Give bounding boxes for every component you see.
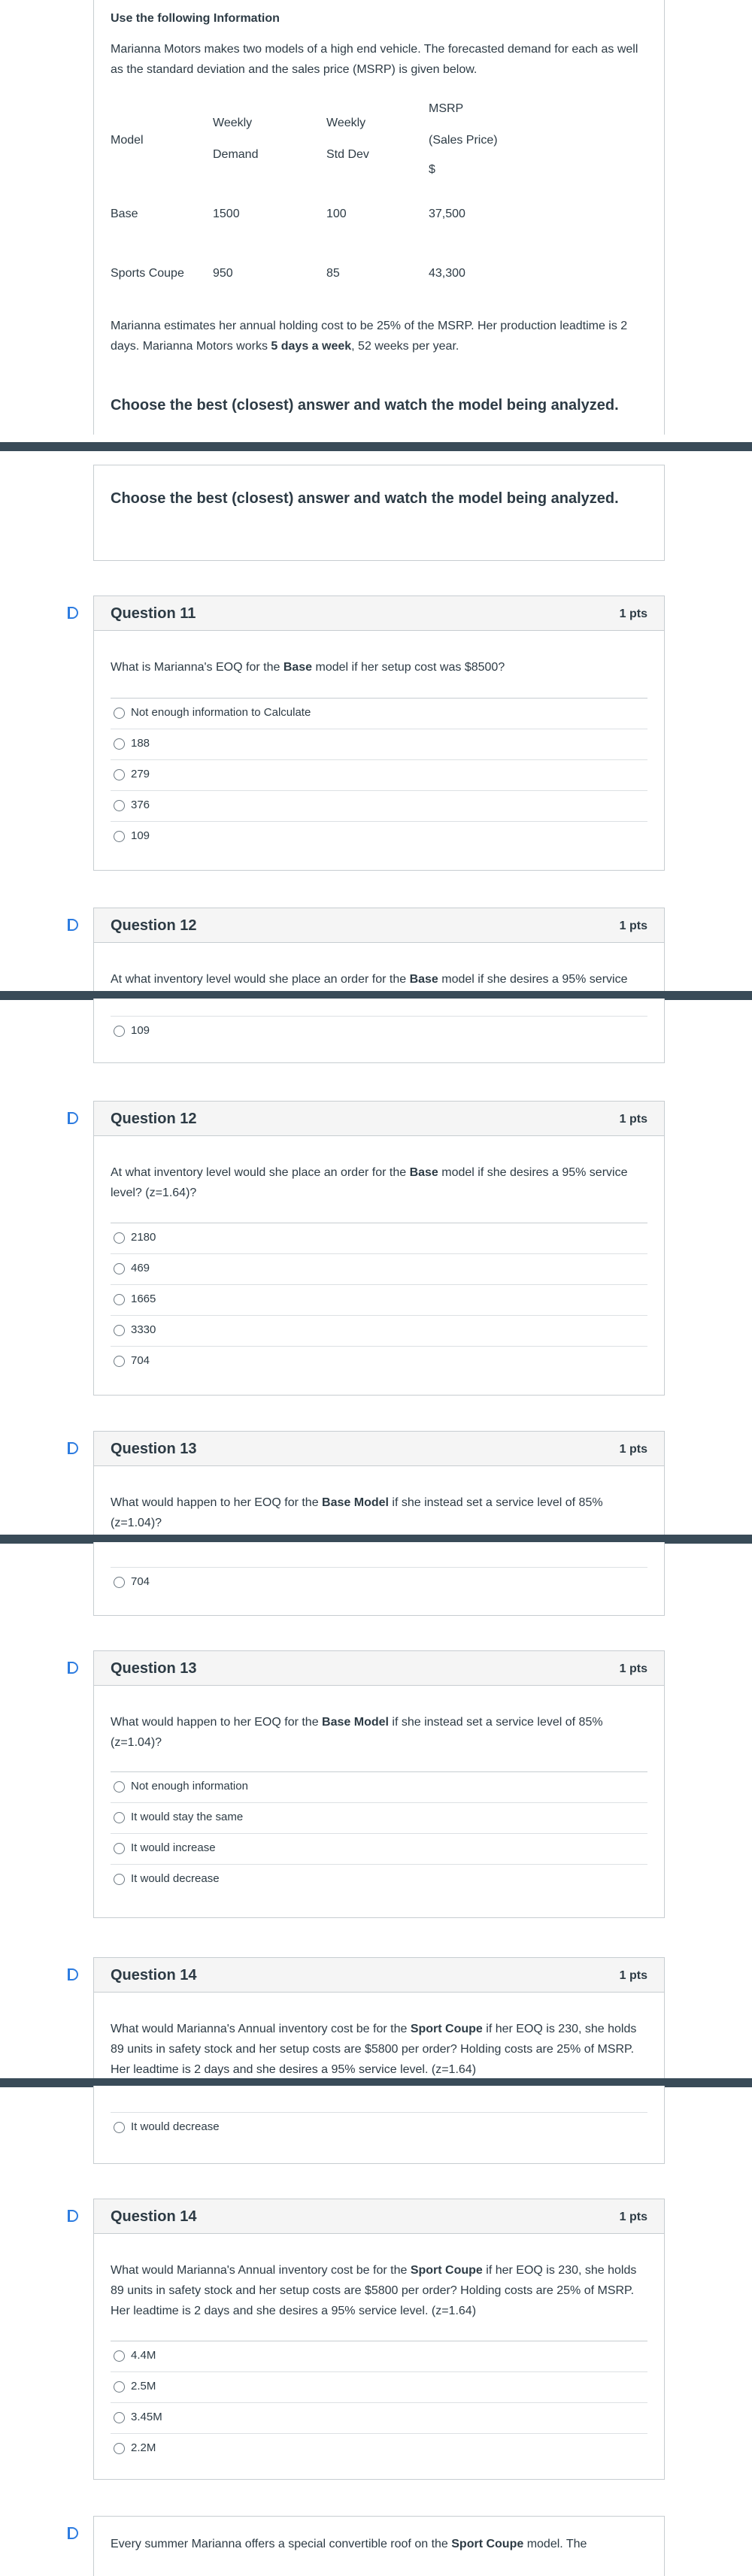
answer-option[interactable] xyxy=(111,1802,647,1833)
screenshot-strip-1 xyxy=(0,0,752,442)
radio-button[interactable] xyxy=(114,800,125,811)
question-text-bold: Sport Coupe xyxy=(451,2538,524,2550)
screenshot-strip-4 xyxy=(0,1544,752,2078)
flag-question-icon[interactable] xyxy=(68,919,78,931)
answer-option[interactable] xyxy=(111,1315,647,1346)
info-title: Use the following Information xyxy=(111,12,280,25)
question-title: Question 12 xyxy=(111,917,197,934)
answer-option[interactable] xyxy=(111,1864,647,1895)
table-cell-stddev: 85 xyxy=(326,267,340,280)
table-cell-msrp: 37,500 xyxy=(429,208,465,220)
question-header xyxy=(94,908,664,943)
answer-option[interactable] xyxy=(111,2112,647,2143)
answer-option[interactable] xyxy=(111,821,647,852)
question-11-card-bottom xyxy=(93,999,665,1063)
answer-label: It would increase xyxy=(131,1841,216,1854)
question-text-bold: Base xyxy=(283,661,313,674)
question-text-bold: Base Model xyxy=(322,1496,389,1509)
answer-option[interactable] xyxy=(111,2371,647,2402)
flag-question-icon[interactable] xyxy=(68,607,78,619)
question-text-part: if her EOQ is 230, she holds 89 units in safety stock and her setup costs are $5800 per order? Holding costs are 25% of MSRP. Her leadtime is 2 days and she desires a 95% service level. (z=1.64) xyxy=(111,2023,637,2076)
screenshot-divider xyxy=(0,442,752,451)
radio-button[interactable] xyxy=(114,1812,125,1823)
answer-label: 2180 xyxy=(131,1231,156,1244)
answer-option[interactable] xyxy=(111,759,647,790)
table-cell-msrp: 43,300 xyxy=(429,267,465,280)
flag-question-icon[interactable] xyxy=(68,1662,78,1674)
question-points: 1 pts xyxy=(619,608,647,620)
answer-option[interactable] xyxy=(111,1771,647,1802)
answer-option[interactable] xyxy=(111,1346,647,1377)
radio-button[interactable] xyxy=(114,2412,125,2423)
answer-label: It would stay the same xyxy=(131,1811,244,1823)
table-header-weekly-std: Weekly xyxy=(326,117,366,129)
choose-instruction: Choose the best (closest) answer and watch the model being analyzed. xyxy=(111,490,619,507)
table-cell-model: Base xyxy=(111,208,138,220)
question-header xyxy=(94,1651,664,1686)
radio-button[interactable] xyxy=(114,2443,125,2454)
choose-instruction: Choose the best (closest) answer and watch the model being analyzed. xyxy=(111,397,619,414)
radio-button[interactable] xyxy=(114,708,125,719)
table-cell-demand: 1500 xyxy=(213,208,240,220)
question-points: 1 pts xyxy=(619,1662,647,1675)
question-header xyxy=(94,596,664,631)
question-text-part: What is Marianna's EOQ for the xyxy=(111,661,284,674)
question-text xyxy=(111,657,647,677)
table-header-msrp: MSRP xyxy=(429,102,464,115)
screenshot-strip-3 xyxy=(0,1000,752,1535)
radio-button[interactable] xyxy=(114,1263,125,1274)
answer-label: 188 xyxy=(131,737,150,750)
table-cell-demand: 950 xyxy=(213,267,233,280)
radio-button[interactable] xyxy=(114,2350,125,2362)
table-header-dollar: $ xyxy=(429,163,435,176)
radio-button[interactable] xyxy=(114,1577,125,1588)
question-text xyxy=(111,1712,647,1753)
answer-option[interactable] xyxy=(111,2433,647,2464)
holding-text-part: , 52 weeks per year. xyxy=(351,340,459,353)
radio-button[interactable] xyxy=(114,738,125,750)
info-intro: Marianna Motors makes two models of a high end vehicle. The forecasted demand for each as well as the standard deviation and the sales price (MSRP) is given below. xyxy=(111,43,638,76)
answer-label: 704 xyxy=(131,1354,150,1367)
answer-list xyxy=(111,2112,647,2143)
radio-button[interactable] xyxy=(114,1874,125,1885)
question-title: Question 14 xyxy=(111,1967,197,1984)
table-header-model: Model xyxy=(111,134,144,147)
question-13-card xyxy=(93,1431,665,1544)
table-header-demand: Demand xyxy=(213,148,259,161)
screenshot-strip-2 xyxy=(0,451,752,991)
question-points: 1 pts xyxy=(619,1969,647,1982)
answer-label: It would decrease xyxy=(131,1872,220,1885)
question-points: 1 pts xyxy=(619,920,647,932)
question-text-part: What would happen to her EOQ for the xyxy=(111,1496,323,1509)
answer-list xyxy=(111,1223,647,1377)
answer-list xyxy=(111,1567,647,1598)
answer-label: 469 xyxy=(131,1262,150,1274)
question-text-bold: Base Model xyxy=(322,1716,389,1729)
answer-option[interactable] xyxy=(111,1567,647,1598)
question-12-card-bottom xyxy=(93,1542,665,1616)
question-text-part: if she instead set a service level of 85% (z=1.04)? xyxy=(111,1496,603,1529)
question-title: Question 11 xyxy=(111,605,196,622)
question-text-bold: Base xyxy=(409,1166,438,1179)
table-cell-model: Sports Coupe xyxy=(111,267,184,280)
screenshot-strip-5 xyxy=(0,2087,752,2564)
question-title: Question 14 xyxy=(111,2208,197,2225)
question-text-bold: Base xyxy=(409,973,438,986)
question-points: 1 pts xyxy=(619,2211,647,2223)
table-cell-stddev: 100 xyxy=(326,208,347,220)
question-11-card xyxy=(93,596,665,871)
answer-label: 2.5M xyxy=(131,2380,156,2393)
answer-label: Not enough information xyxy=(131,1780,248,1793)
question-text-part: At what inventory level would she place an order for the xyxy=(111,973,410,986)
answer-option[interactable] xyxy=(111,698,647,729)
question-text xyxy=(111,2019,647,2080)
question-text xyxy=(111,2534,647,2554)
question-12-card xyxy=(93,1101,665,1396)
question-title: Question 12 xyxy=(111,1111,197,1127)
question-text-bold: Sport Coupe xyxy=(410,2264,483,2277)
choose-card xyxy=(93,465,665,561)
question-header xyxy=(94,1432,664,1466)
answer-label: 279 xyxy=(131,768,150,780)
answer-option[interactable] xyxy=(111,729,647,759)
answer-option[interactable] xyxy=(111,1016,647,1047)
answer-option[interactable] xyxy=(111,1223,647,1253)
radio-button[interactable] xyxy=(114,2122,125,2133)
question-text xyxy=(111,1162,647,1203)
question-text-part: What would Marianna's Annual inventory cost be for the xyxy=(111,2264,411,2277)
radio-button[interactable] xyxy=(114,1026,125,1037)
answer-list xyxy=(111,698,647,852)
answer-label: 109 xyxy=(131,1024,150,1037)
question-15-card xyxy=(93,2516,665,2576)
question-text-part: model if her setup cost was $8500? xyxy=(312,661,505,674)
holding-text-bold: 5 days a week xyxy=(271,340,352,353)
answer-list xyxy=(111,2341,647,2464)
question-points: 1 pts xyxy=(619,1113,647,1126)
radio-button[interactable] xyxy=(114,769,125,780)
answer-label: 2.2M xyxy=(131,2441,156,2454)
radio-button[interactable] xyxy=(114,2381,125,2393)
answer-option[interactable] xyxy=(111,790,647,821)
question-text-part: What would happen to her EOQ for the xyxy=(111,1716,323,1729)
answer-label: Not enough information to Calculate xyxy=(131,706,311,719)
question-title: Question 13 xyxy=(111,1660,197,1677)
flag-question-icon[interactable] xyxy=(68,2210,78,2222)
info-holding-text xyxy=(111,316,647,356)
answer-option[interactable] xyxy=(111,2341,647,2371)
question-text-part: At what inventory level would she place an order for the xyxy=(111,1166,410,1179)
answer-label: 3330 xyxy=(131,1323,156,1336)
question-header xyxy=(94,1102,664,1136)
question-text-part: What would Marianna's Annual inventory cost be for the xyxy=(111,2023,411,2035)
answer-label: 376 xyxy=(131,799,150,811)
question-14-card xyxy=(93,1957,665,2093)
radio-button[interactable] xyxy=(114,1843,125,1854)
question-text xyxy=(111,1493,647,1533)
question-text-part: if her EOQ is 230, she holds 89 units in safety stock and her setup costs are $5800 per order? Holding costs are 25% of MSRP. Her leadtime is 2 days and she desires a 95% service level. (z=1.64) xyxy=(111,2264,637,2317)
question-text xyxy=(111,2260,647,2321)
holding-text-part: Marianna estimates her annual holding cost to be 25% of the MSRP. Her production leadtime is 2 days. Marianna Motors works xyxy=(111,320,628,353)
question-text-part: Every summer Marianna offers a special convertible roof on the xyxy=(111,2538,452,2550)
flag-question-icon[interactable] xyxy=(68,1968,78,1980)
flag-question-icon[interactable] xyxy=(68,2527,78,2539)
answer-label: 4.4M xyxy=(131,2349,156,2362)
answer-label: 109 xyxy=(131,829,150,842)
question-14-card xyxy=(93,2199,665,2480)
question-points: 1 pts xyxy=(619,1443,647,1456)
answer-option[interactable] xyxy=(111,1284,647,1315)
radio-button[interactable] xyxy=(114,1781,125,1793)
answer-list xyxy=(111,1771,647,1895)
question-header xyxy=(94,2199,664,2234)
question-text-part: model. The xyxy=(523,2538,587,2550)
question-13-card-bottom xyxy=(93,2086,665,2164)
question-13-card xyxy=(93,1650,665,1918)
radio-button[interactable] xyxy=(114,1232,125,1244)
answer-list xyxy=(111,1016,647,1047)
radio-button[interactable] xyxy=(114,831,125,842)
answer-option[interactable] xyxy=(111,2402,647,2433)
answer-label: 3.45M xyxy=(131,2411,162,2423)
table-header-sales-price: (Sales Price) xyxy=(429,134,498,147)
table-header-weekly-demand: Weekly xyxy=(213,117,253,129)
question-text-part: model if she desires a 95% service level? (z=1.64)? xyxy=(111,1166,628,1199)
question-header xyxy=(94,1958,664,1993)
answer-label: 1665 xyxy=(131,1293,156,1305)
question-text-part: model if she desires a 95% service xyxy=(441,973,628,986)
answer-option[interactable] xyxy=(111,1253,647,1284)
table-header-stddev: Std Dev xyxy=(326,148,369,161)
question-text-part: if she instead set a service level of 85% (z=1.04)? xyxy=(111,1716,603,1749)
question-title: Question 13 xyxy=(111,1441,197,1457)
flag-question-icon[interactable] xyxy=(68,1442,78,1454)
info-card xyxy=(93,0,665,435)
flag-question-icon[interactable] xyxy=(68,1112,78,1124)
question-text-bold: Sport Coupe xyxy=(410,2023,483,2035)
radio-button[interactable] xyxy=(114,1294,125,1305)
answer-option[interactable] xyxy=(111,1833,647,1864)
answer-label: It would decrease xyxy=(131,2120,220,2133)
radio-button[interactable] xyxy=(114,1325,125,1336)
answer-label: 704 xyxy=(131,1575,150,1588)
radio-button[interactable] xyxy=(114,1356,125,1367)
